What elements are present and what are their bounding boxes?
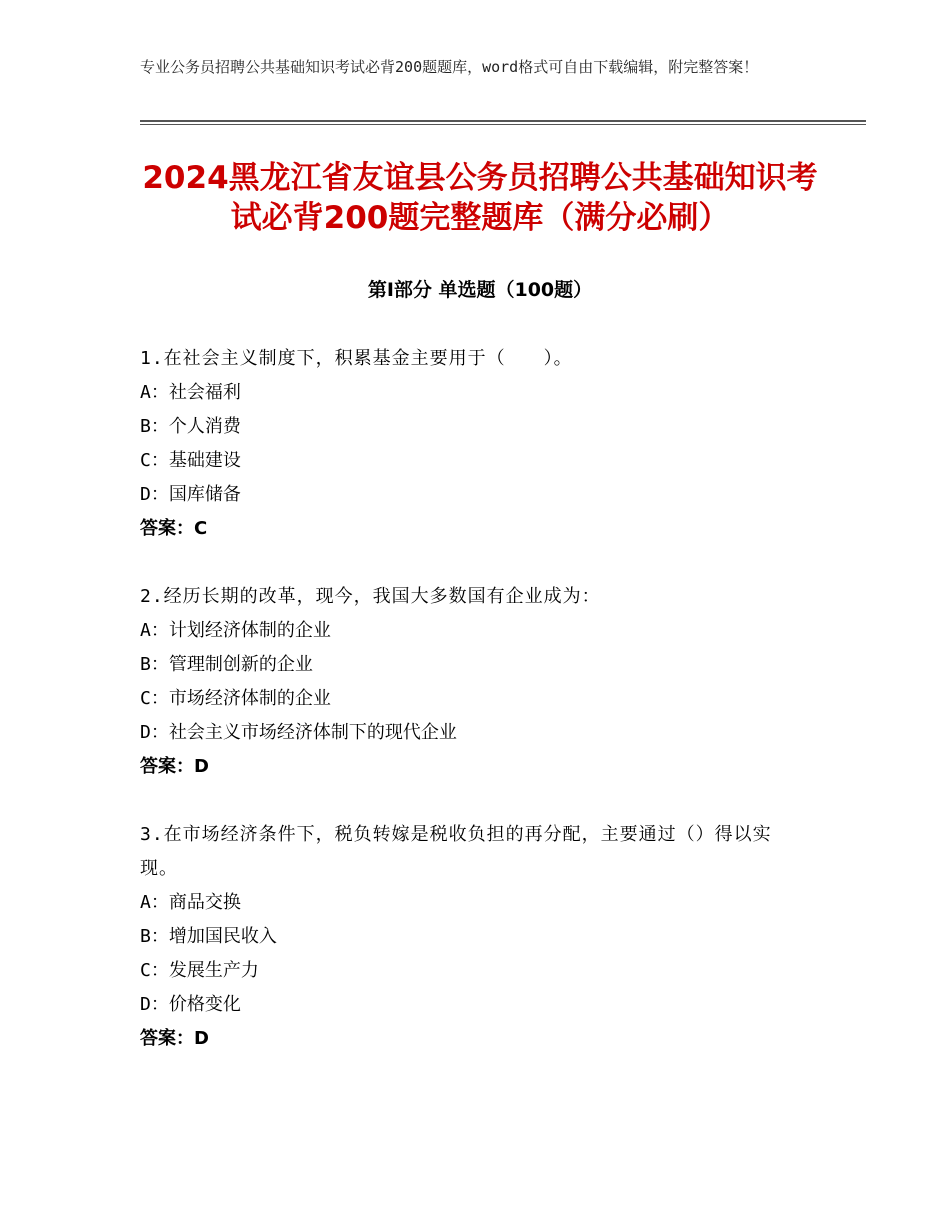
section-heading: 第Ⅰ部分 单选题（100题） [367,279,593,301]
answer-label: 答案：D [140,756,209,777]
question-1 [140,342,790,546]
option-c: C：市场经济体制的企业 [140,688,331,709]
question-stem: 3.在市场经济条件下，税负转嫁是税收负担的再分配，主要通过（）得以实现。 [140,824,772,879]
option-c: C：发展生产力 [140,960,259,981]
option-b: B：个人消费 [140,416,241,437]
question-spacer [140,784,790,818]
option-b: B：管理制创新的企业 [140,654,313,675]
question-spacer [140,546,790,580]
option-a: A：计划经济体制的企业 [140,620,331,641]
option-d: D：价格变化 [140,994,241,1015]
question-3 [140,818,790,1056]
question-stem: 2.经历长期的改革，现今，我国大多数国有企业成为： [140,586,601,607]
option-b: B：增加国民收入 [140,926,277,947]
question-stem: 1.在社会主义制度下，积累基金主要用于（ ）。 [140,348,573,369]
option-a: A：社会福利 [140,382,241,403]
answer-label: 答案：D [140,1028,209,1049]
question-list [140,342,790,1056]
option-d: D：社会主义市场经济体制下的现代企业 [140,722,457,743]
question-2 [140,580,790,784]
document-title: 2024黑龙江省友谊县公务员招聘公共基础知识考试必背200题完整题库（满分必刷） [142,160,818,236]
option-a: A：商品交换 [140,892,241,913]
option-c: C：基础建设 [140,450,241,471]
option-d: D：国库储备 [140,484,241,505]
header-rule-thin [140,124,866,125]
header-rule-thick [140,120,866,122]
answer-label: 答案：C [140,518,208,539]
header-note: 专业公务员招聘公共基础知识考试必背200题题库，word格式可自由下载编辑，附完整答案！ [140,58,759,76]
